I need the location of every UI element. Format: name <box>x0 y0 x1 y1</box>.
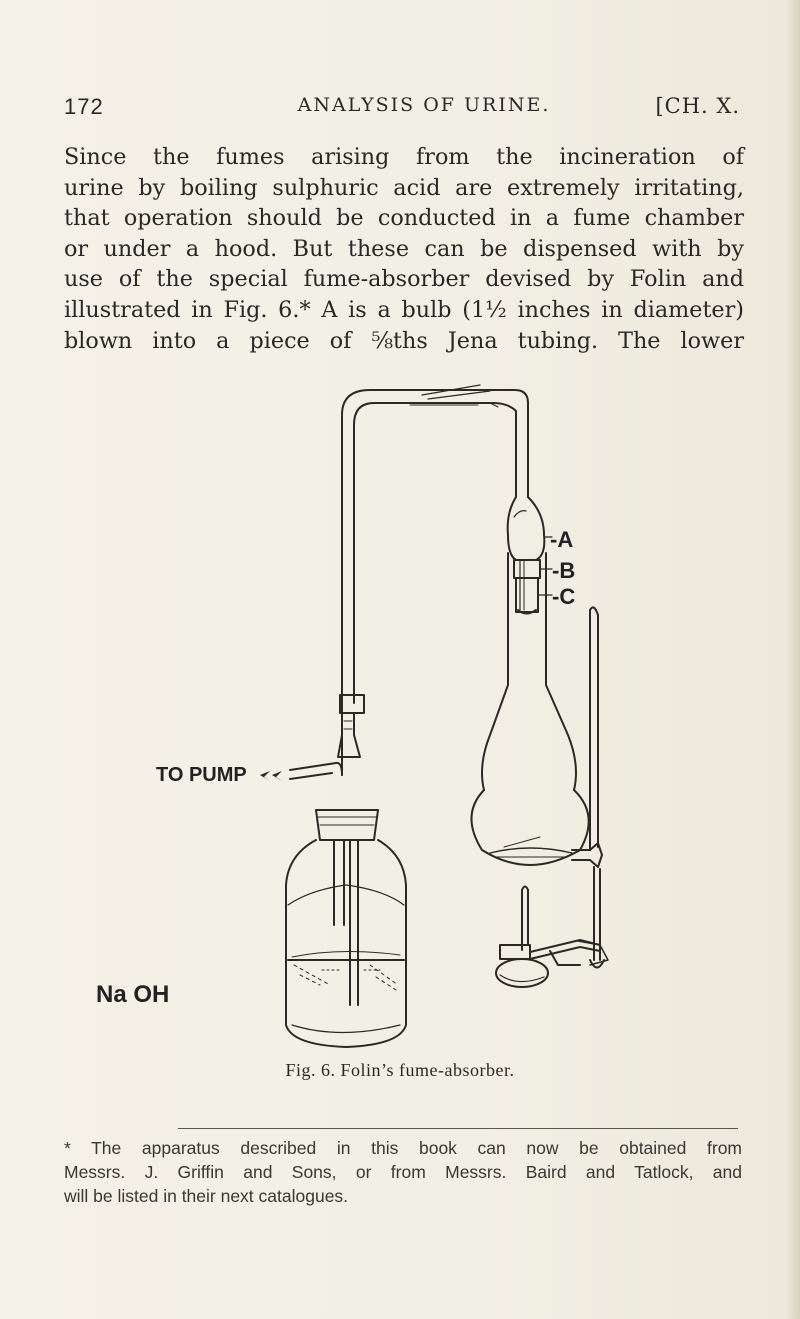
running-head <box>64 94 740 128</box>
body-paragraph <box>64 142 744 356</box>
footnote-rule <box>178 1128 738 1129</box>
page-number: 172 <box>64 94 104 119</box>
tube-b <box>514 560 540 578</box>
pump-tube <box>290 763 342 775</box>
tube-c <box>516 578 538 612</box>
footnote-line: will be listed in their next catalogues. <box>64 1186 349 1206</box>
label-naoh: Na OH <box>96 981 170 1008</box>
body-line: use of the special fume-absorber devised by Folin and <box>64 266 744 293</box>
body-line: illustrated in Fig. 6.* A is a bulb (1½ inches in diameter) <box>64 296 744 323</box>
top-bend-tube <box>342 390 528 775</box>
label-b: -B <box>552 558 576 583</box>
body-line: urine by boiling sulphuric acid are extremely irritating, <box>64 174 744 201</box>
chapter-reference: [CH. X. <box>655 94 740 118</box>
fume-absorber-illustration <box>96 385 640 1045</box>
absorber-bottle <box>286 840 406 1047</box>
bottom-bulb <box>496 959 548 987</box>
body-line: that operation should be conducted in a fume chamber <box>64 205 744 232</box>
label-a: -A <box>550 527 574 552</box>
footnote <box>64 1136 742 1208</box>
running-title: ANALYSIS OF URINE. <box>297 94 551 116</box>
body-line: or under a hood. But these can be dispensed with by <box>64 235 744 262</box>
figure-caption: Fig. 6. Folin’s fume-absorber. <box>285 1060 515 1080</box>
figure-fume-absorber <box>96 385 640 1045</box>
label-c: -C <box>552 584 576 609</box>
body-line: blown into a piece of ⅝ths Jena tubing. The lower <box>64 327 744 354</box>
bulb-a <box>508 497 545 560</box>
footnote-line: Messrs. J. Griffin and Sons, or from Messrs. Baird and Tatlock, and <box>64 1162 742 1182</box>
page-edge-shadow <box>786 0 800 1319</box>
footnote-line: * The apparatus described in this book can now be obtained from <box>64 1138 742 1158</box>
flask-neck <box>482 553 508 790</box>
rubber-connector <box>340 695 364 713</box>
flask-body <box>471 790 588 865</box>
label-to-pump: TO PUMP <box>156 764 247 786</box>
body-line: Since the fumes arising from the incineration of <box>64 144 744 170</box>
top-bend-tube-inner <box>354 403 516 703</box>
